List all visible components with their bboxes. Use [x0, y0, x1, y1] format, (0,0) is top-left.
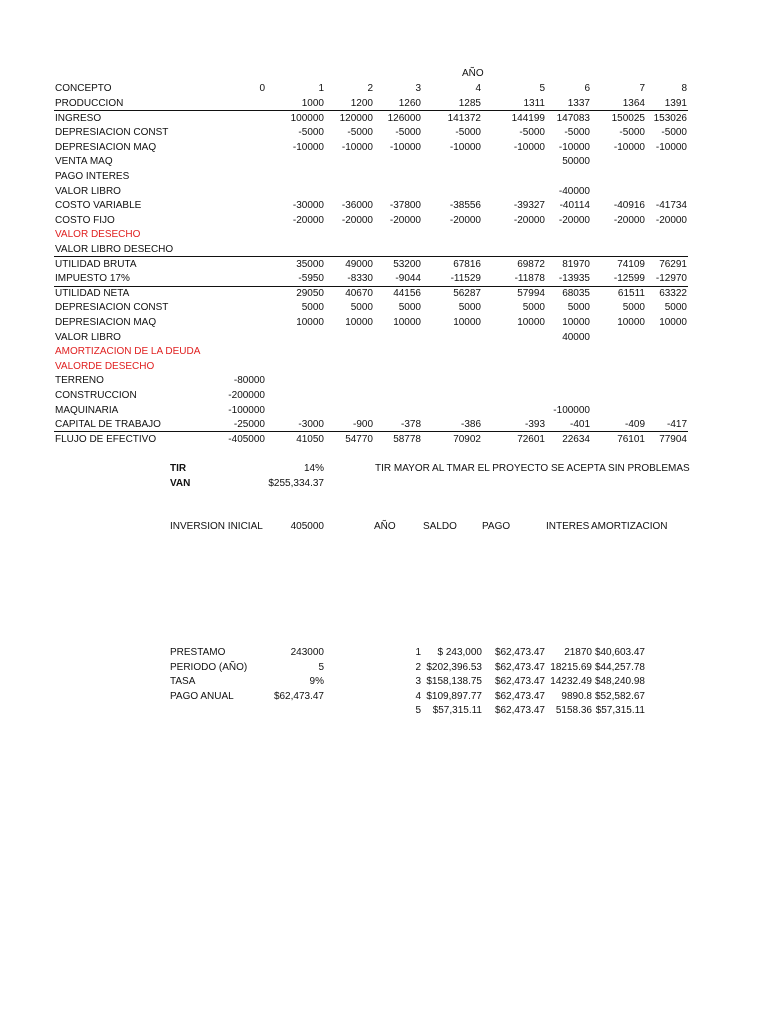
amort-amortizacion: $52,582.67 — [594, 690, 645, 702]
row-value: 10000 — [517, 317, 545, 328]
row-value: 10000 — [296, 317, 324, 328]
van-label: VAN — [170, 478, 191, 489]
row-value: 61511 — [617, 287, 645, 299]
row-value: -10000 — [655, 141, 687, 153]
row-value: 5000 — [664, 302, 687, 314]
row-value: -20000 — [341, 214, 373, 226]
row-value: 1337 — [567, 98, 590, 109]
row-value: -11529 — [450, 273, 481, 285]
row-value: -40114 — [559, 200, 590, 212]
row-label: CONSTRUCCION — [55, 390, 137, 401]
loan-value: 5 — [318, 661, 324, 673]
year-1: 1 — [318, 83, 324, 94]
row-value: -11878 — [514, 273, 545, 285]
row-value: 40000 — [562, 331, 590, 343]
row-value: 58778 — [393, 433, 421, 445]
row-value: -20000 — [389, 214, 421, 226]
amort-saldo: $57,315.11 — [432, 705, 482, 717]
row-value: -20000 — [655, 214, 687, 226]
row-value: 22634 — [562, 433, 590, 445]
amortization-header: SALDO — [423, 521, 457, 532]
row-value: -30000 — [292, 200, 324, 212]
row-value: -12970 — [655, 273, 687, 285]
amortization-header: AMORTIZACION — [591, 521, 668, 532]
row-value: -12599 — [613, 273, 645, 285]
row-value: -10000 — [613, 141, 645, 153]
amort-pago: $62,473.47 — [494, 705, 545, 717]
investment-value: 405000 — [290, 521, 324, 532]
amort-interes: 21870 — [564, 647, 592, 658]
row-value: 5000 — [522, 302, 545, 314]
row-value: 100000 — [290, 112, 324, 124]
row-value: 54770 — [345, 433, 373, 445]
row-label: VALOR LIBRO — [55, 185, 121, 197]
row-label: FLUJO DE EFECTIVO — [55, 433, 157, 445]
row-value: -10000 — [513, 141, 545, 153]
amort-saldo: $109,897.77 — [426, 690, 482, 702]
row-value: -10000 — [292, 141, 324, 153]
tir-value: 14% — [303, 463, 324, 474]
row-value: -417 — [666, 419, 687, 431]
row-label: AMORTIZACION DE LA DEUDA — [55, 346, 201, 358]
concept-header: CONCEPTO — [55, 83, 112, 94]
row-value: 49000 — [345, 258, 373, 270]
row-value: 70902 — [453, 433, 481, 445]
row-label: PAGO INTERES — [55, 171, 130, 182]
row-label: VALOR LIBRO — [55, 331, 121, 343]
row-value: 126000 — [387, 112, 421, 124]
row-label: VALOR LIBRO DESECHO — [55, 244, 174, 255]
amort-year: 5 — [415, 705, 421, 717]
row-value: -5000 — [564, 127, 590, 139]
row-value: -36000 — [341, 200, 373, 212]
row-value: -5000 — [519, 127, 545, 139]
row-value: -9044 — [395, 273, 421, 285]
row-value: 5000 — [458, 302, 481, 314]
row-value: -20000 — [292, 214, 324, 226]
rule-under-valor-libro-desecho — [54, 256, 688, 257]
amort-pago: $62,473.47 — [494, 661, 545, 673]
amort-year: 1 — [415, 647, 421, 658]
rule-under-produccion — [54, 110, 688, 111]
amortization-header: AÑO — [374, 521, 396, 532]
row-label: COSTO VARIABLE — [55, 200, 142, 212]
year-5: 5 — [539, 83, 545, 94]
amort-interes: 5158.36 — [555, 705, 592, 717]
amort-saldo: $202,396.53 — [426, 661, 482, 673]
row-value: -900 — [352, 419, 373, 431]
row-value: 10000 — [659, 317, 687, 328]
row-value: 1260 — [398, 98, 421, 109]
row-value: -8330 — [347, 273, 373, 285]
year-4: 4 — [475, 83, 481, 94]
year-2: 2 — [367, 83, 373, 94]
row-value: 76101 — [617, 433, 645, 445]
year-7: 7 — [639, 83, 645, 94]
rule-under-capital-trabajo — [54, 431, 688, 432]
row-label: IMPUESTO 17% — [55, 273, 130, 285]
row-label: UTILIDAD NETA — [55, 287, 130, 299]
amortization-header: PAGO — [482, 521, 511, 532]
row-value: 29050 — [296, 287, 324, 299]
row-value: -5000 — [298, 127, 324, 139]
row-value: -386 — [460, 419, 481, 431]
amort-saldo: $ 243,000 — [437, 647, 482, 658]
row-value: 1200 — [350, 98, 373, 109]
loan-label: PERIODO (AÑO) — [170, 661, 248, 673]
amort-pago: $62,473.47 — [494, 690, 545, 702]
row-value: 69872 — [517, 258, 545, 270]
row-value: 144199 — [511, 112, 545, 124]
row-label: DEPRESIACION CONST — [55, 302, 169, 314]
row-value: -5000 — [661, 127, 687, 139]
row-label: VENTA MAQ — [55, 156, 113, 168]
row-value: 53200 — [393, 258, 421, 270]
row-value: -5000 — [347, 127, 373, 139]
row-value: 141372 — [447, 112, 481, 124]
row-value: 5000 — [567, 302, 590, 314]
row-value: 150025 — [611, 112, 645, 124]
row-value: -40916 — [613, 200, 645, 212]
year-header: AÑO — [462, 68, 484, 79]
row-value: 77904 — [659, 433, 687, 445]
row-value: -13935 — [558, 273, 590, 285]
row-value: 57994 — [517, 287, 545, 299]
row-label: VALOR DESECHO — [55, 229, 141, 241]
row-value: 1391 — [664, 98, 687, 109]
row-value: 10000 — [562, 317, 590, 328]
amort-year: 4 — [415, 690, 421, 702]
row-value: -200000 — [228, 390, 265, 401]
row-value: -40000 — [558, 185, 590, 197]
row-value: -5950 — [298, 273, 324, 285]
row-label: DEPRESIACION MAQ — [55, 141, 157, 153]
amort-amortizacion: $40,603.47 — [594, 647, 645, 658]
row-value: -20000 — [613, 214, 645, 226]
loan-label: PRESTAMO — [170, 647, 226, 658]
row-value: 67816 — [453, 258, 481, 270]
row-value: 1285 — [458, 98, 481, 109]
row-label: TERRENO — [55, 375, 104, 387]
row-value: -409 — [624, 419, 645, 431]
amort-interes: 18215.69 — [550, 661, 592, 673]
year-6: 6 — [584, 83, 590, 94]
row-value: 50000 — [562, 156, 590, 168]
row-value: -5000 — [619, 127, 645, 139]
row-label: INGRESO — [55, 112, 102, 124]
row-label: MAQUINARIA — [55, 404, 119, 416]
row-value: 10000 — [345, 317, 373, 328]
amort-pago: $62,473.47 — [494, 676, 545, 688]
row-value: 10000 — [393, 317, 421, 328]
row-value: -80000 — [233, 375, 265, 387]
row-value: -100000 — [228, 404, 265, 416]
row-value: -10000 — [558, 141, 590, 153]
row-value: 1311 — [523, 98, 545, 109]
amort-interes: 9890.8 — [561, 690, 592, 702]
amort-year: 3 — [415, 676, 421, 688]
investment-label: INVERSION INICIAL — [170, 521, 263, 532]
row-value: -20000 — [513, 214, 545, 226]
row-value: 56287 — [453, 287, 481, 299]
amort-interes: 14232.49 — [550, 676, 592, 688]
loan-value: 243000 — [290, 647, 324, 658]
row-value: -20000 — [558, 214, 590, 226]
row-label: UTILIDAD BRUTA — [55, 258, 137, 270]
row-value: 81970 — [562, 258, 590, 270]
row-value: -39327 — [513, 200, 545, 212]
row-value: 10000 — [617, 317, 645, 328]
year-3: 3 — [415, 83, 421, 94]
row-value: -405000 — [228, 433, 265, 445]
amort-year: 2 — [415, 661, 421, 673]
loan-value: 9% — [309, 676, 324, 688]
rule-under-impuesto — [54, 286, 688, 287]
row-value: -3000 — [298, 419, 324, 431]
row-value: 68035 — [562, 287, 590, 299]
row-value: 1000 — [301, 98, 324, 109]
van-value: $255,334.37 — [268, 478, 324, 489]
row-value: -393 — [524, 419, 545, 431]
row-value: -5000 — [395, 127, 421, 139]
amort-saldo: $158,138.75 — [426, 676, 482, 688]
row-value: 5000 — [301, 302, 324, 314]
row-value: -20000 — [449, 214, 481, 226]
amort-amortizacion: $48,240.98 — [594, 676, 645, 688]
tir-label: TIR — [170, 463, 187, 474]
row-value: -10000 — [341, 141, 373, 153]
row-value: 63322 — [659, 287, 687, 299]
row-value: 74109 — [617, 258, 645, 270]
row-value: 5000 — [398, 302, 421, 314]
row-value: -5000 — [455, 127, 481, 139]
year-8: 8 — [681, 83, 687, 94]
tir-note: TIR MAYOR AL TMAR EL PROYECTO SE ACEPTA SIN PROBLEMAS — [375, 463, 690, 474]
row-value: -378 — [400, 419, 421, 431]
loan-label: TASA — [170, 676, 196, 688]
row-value: -10000 — [449, 141, 481, 153]
row-value: 153026 — [653, 112, 687, 124]
row-value: 120000 — [339, 112, 373, 124]
row-label: DEPRESIACION MAQ — [55, 317, 157, 328]
row-value: 40670 — [345, 287, 373, 299]
amort-amortizacion: $44,257.78 — [594, 661, 645, 673]
row-label: VALORDE DESECHO — [55, 360, 155, 372]
row-value: 5000 — [350, 302, 373, 314]
row-label: DEPRESIACION CONST — [55, 127, 169, 139]
loan-label: PAGO ANUAL — [170, 690, 234, 702]
row-value: 5000 — [622, 302, 645, 314]
row-value: 1364 — [622, 98, 645, 109]
amort-pago: $62,473.47 — [494, 647, 545, 658]
row-value: -100000 — [553, 404, 590, 416]
row-value: -41734 — [655, 200, 687, 212]
amortization-header: INTERES — [546, 521, 590, 532]
row-value: -38556 — [449, 200, 481, 212]
row-label: PRODUCCION — [55, 98, 124, 109]
row-label: COSTO FIJO — [55, 214, 115, 226]
row-value: 147083 — [556, 112, 590, 124]
year-0: 0 — [259, 83, 265, 94]
row-value: -401 — [569, 419, 590, 431]
row-value: -37800 — [389, 200, 421, 212]
row-value: -10000 — [389, 141, 421, 153]
loan-value: $62,473.47 — [273, 690, 324, 702]
row-value: 35000 — [296, 258, 324, 270]
row-label: CAPITAL DE TRABAJO — [55, 419, 161, 431]
row-value: 10000 — [453, 317, 481, 328]
row-value: -25000 — [233, 419, 265, 431]
row-value: 72601 — [517, 433, 545, 445]
row-value: 76291 — [659, 258, 687, 270]
amort-amortizacion: $57,315.11 — [595, 705, 645, 717]
row-value: 44156 — [393, 287, 421, 299]
row-value: 41050 — [296, 433, 324, 445]
